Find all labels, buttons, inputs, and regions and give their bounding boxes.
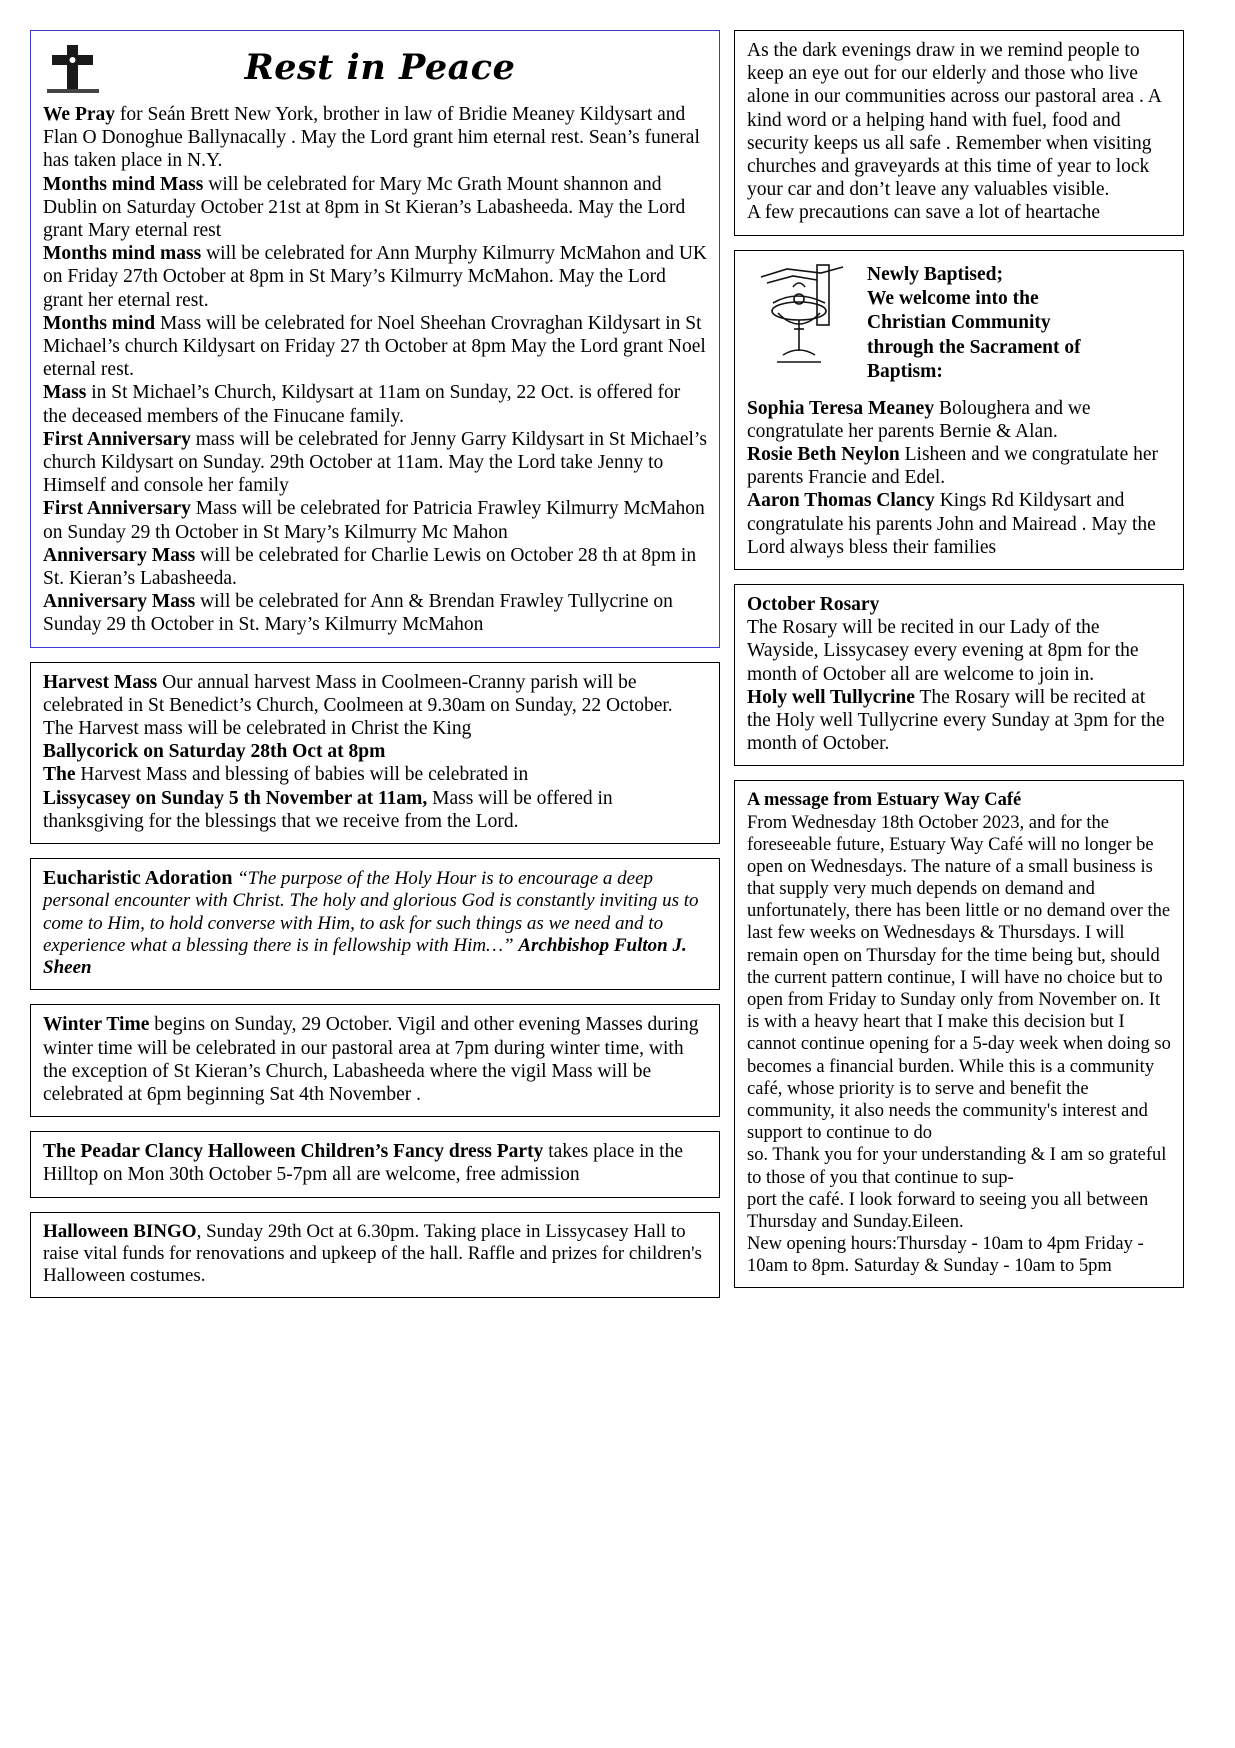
- estuary-paragraph: so. Thank you for your understanding & I am so grateful to those of you that continue to sup-: [747, 1145, 1167, 1188]
- baptised-text: Kings Rd Kildysart and congratulate his parents John and Mairead . May the Lord always bless their families: [747, 490, 1156, 558]
- rip-entry: [43, 312, 707, 382]
- dark-evenings-text-2: A few precautions can save a lot of heartache: [747, 202, 1100, 224]
- rip-entry: [43, 497, 707, 543]
- baptised-name: Aaron Thomas Clancy: [747, 490, 935, 512]
- halloween-party-box: [30, 1131, 720, 1197]
- dark-evenings-text: As the dark evenings draw in we remind people to keep an eye out for our elderly and those who live alone in our communities across our pastoral area . A kind word or a helping hand with fuel, food and security keeps us all safe . Remember when visiting churches and graveyards at this time of year to lock your car and don’t leave any valuables visible.: [747, 40, 1161, 201]
- harvest-line: [43, 671, 707, 741]
- baptised-name: Sophia Teresa Meaney: [747, 397, 935, 419]
- rest-in-peace-header: [43, 39, 707, 97]
- harvest-lead: Ballycorick on Saturday 28th Oct at 8pm: [43, 741, 386, 763]
- estuary-paragraph: From Wednesday 18th October 2023, and for the foreseeable future, Estuary Way Café will no longer be open on Wednesdays. The nature of a small business is that supply very much depends on demand and unfortunately, there has been little or no demand over the last few weeks on Wednesdays & Thursdays. I will remain open on Thursday for the time being but, should the current pattern continue, I will have no choice but to open from Friday to Sunday only from November on. It is with a heavy heart that I make this decision but I cannot continue opening for a 5-day week when doing so becomes a financial burden. While this is a community café, whose priority is to serve and benefit the community, it also needs the community's interest and support to continue to do: [747, 812, 1171, 1144]
- baptism-font-icon: [747, 259, 857, 377]
- halloween-party-lead: The Peadar Clancy Halloween Children’s Fancy dress Party: [43, 1141, 544, 1163]
- dark-evenings-box: [734, 30, 1184, 236]
- baptised-entry: [747, 397, 1171, 443]
- rip-entry: [43, 173, 707, 243]
- winter-time-box: [30, 1004, 720, 1117]
- rip-entry-text: mass will be celebrated for Jenny Garry Kildysart in St Michael’s church Kildysart on Sunday. 29th October at 11am. May the Lord take Jenny to Himself and console her family: [43, 428, 707, 497]
- adoration-quote: “The purpose of the Holy Hour is to encourage a deep personal encounter with Christ. The holy and glorious God is constantly inviting us to come to Him, to hold converse with Him, to ask for such things as we need and to experience what a blessing there is in fellowship with Him…”: [43, 868, 699, 956]
- winter-time-text: begins on Sunday, 29 October. Vigil and other evening Masses during winter time will be celebrated in our pastoral area at 7pm during winter time, with the exception of St Kieran’s Church, Labasheeda where the vigil Mass will be celebrated at 6pm beginning Sat 4th November .: [43, 1014, 699, 1105]
- rip-entry-text: for Seán Brett New York, brother in law of Bridie Meaney Kildysart and Flan O Donoghue Ballynacally . May the Lord grant him eternal rest. Sean’s funeral has taken place in N.Y.: [43, 104, 700, 172]
- rip-entry: [43, 381, 707, 427]
- eucharistic-adoration-box: [30, 858, 720, 990]
- left-column: [30, 30, 720, 1312]
- newly-baptised-box: [734, 250, 1184, 570]
- rosary-text: The Rosary will be recited in our Lady of the Wayside, Lissycasey every evening at 8pm for the month of October all are welcome to join in.: [747, 617, 1139, 685]
- rip-entry-text: in St Michael’s Church, Kildysart at 11am on Sunday, 22 Oct. is offered for the deceased members of the Finucane family.: [43, 382, 681, 427]
- rip-entry-text: will be celebrated for Ann & Brendan Frawley Tullycrine on Sunday 29 th October in St. Mary’s Kilmurry McMahon: [43, 591, 673, 636]
- rip-entry-text: Mass will be celebrated for Noel Sheehan Crovraghan Kildysart in St Michael’s church Kildysart on Friday 27 th October at 8pm May the Lord grant Noel eternal rest.: [43, 312, 706, 381]
- baptised-title-line: Christian Community: [867, 312, 1051, 334]
- cross-icon: [43, 39, 103, 97]
- rip-entry-lead: Months mind Mass: [43, 173, 204, 195]
- harvest-line: [43, 787, 707, 833]
- baptised-title-line: through the Sacrament of: [867, 336, 1081, 358]
- holy-well-text: The Rosary will be recited at the Holy well Tullycrine every Sunday at 3pm for the month of October.: [747, 686, 1165, 755]
- estuary-title: A message from Estuary Way Café: [747, 790, 1022, 811]
- harvest-text: Harvest Mass and blessing of babies will be celebrated in: [75, 764, 529, 786]
- harvest-text: Our annual harvest Mass in Coolmeen-Cranny parish will be celebrated in St Benedict’s Church, Coolmeen at 9.30am on Sunday, 22 October.: [43, 671, 673, 716]
- bingo-text: , Sunday 29th Oct at 6.30pm. Taking place in Lissycasey Hall to raise vital funds for renovations and upkeep of the hall. Raffle and prizes for children's Halloween costumes.: [43, 1220, 702, 1287]
- adoration-attribution: Archbishop Fulton J. Sheen: [43, 934, 687, 979]
- harvest-line: [43, 740, 707, 763]
- harvest-line: [43, 763, 707, 786]
- estuary-way-cafe-box: [734, 780, 1184, 1288]
- baptised-title-line: Baptism:: [867, 361, 943, 383]
- rip-entry-lead: We Pray: [43, 104, 116, 125]
- baptised-entries: [747, 397, 1171, 559]
- halloween-bingo-box: [30, 1212, 720, 1299]
- rip-entry-text: Mass will be celebrated for Patricia Frawley Kilmurry McMahon on Sunday 29 th October in St Mary’s Kilmurry Mc Mahon: [43, 498, 705, 543]
- rip-entry-lead: Mass: [43, 382, 87, 404]
- rosary-title: October Rosary: [747, 593, 880, 615]
- halloween-party-text: takes place in the Hilltop on Mon 30th October 5-7pm all are welcome, free admission: [43, 1141, 684, 1186]
- baptised-title: [867, 259, 1081, 385]
- holy-well-lead: Holy well Tullycrine: [747, 686, 915, 708]
- rip-entry: [43, 544, 707, 590]
- rip-entry-text: will be celebrated for Mary Mc Grath Mount shannon and Dublin on Saturday October 21st at 8pm in St Kieran’s Labasheeda. May the Lord grant Mary eternal rest: [43, 173, 686, 242]
- harvest-text: The Harvest mass will be celebrated in Christ the King: [43, 718, 472, 740]
- rip-entry-lead: First Anniversary: [43, 428, 191, 450]
- harvest-mass-box: [30, 662, 720, 844]
- estuary-paragraph: New opening hours:Thursday - 10am to 4pm Friday - 10am to 8pm. Saturday & Sunday - 10am to 5pm: [747, 1234, 1144, 1277]
- harvest-lead: Harvest Mass: [43, 671, 158, 693]
- rip-entry: [43, 242, 707, 312]
- baptised-name: Rosie Beth Neylon: [747, 443, 900, 465]
- baptised-header: [747, 259, 1171, 385]
- baptised-entry: [747, 443, 1171, 489]
- rest-in-peace-entries: [43, 103, 707, 637]
- rip-entry-lead: First Anniversary: [43, 498, 191, 520]
- rip-entry: [43, 590, 707, 636]
- rip-entry-lead: Anniversary Mass: [43, 591, 196, 613]
- two-column-layout: [30, 30, 1205, 1312]
- rip-entry-lead: Anniversary Mass: [43, 544, 196, 566]
- rip-entry-lead: Months mind mass: [43, 243, 202, 265]
- adoration-title: Eucharistic Adoration: [43, 867, 233, 890]
- rip-entry-lead: Months mind: [43, 312, 156, 334]
- harvest-lead: The: [43, 764, 76, 786]
- baptised-title-line: We welcome into the: [867, 288, 1039, 309]
- baptised-text: Lisheen and we congratulate her parents Francie and Edel.: [747, 443, 1159, 489]
- rip-entry-text: will be celebrated for Charlie Lewis on October 28 th at 8pm in St. Kieran’s Labasheeda.: [43, 544, 697, 590]
- rip-entry: [43, 103, 707, 173]
- rip-entry: [43, 428, 707, 498]
- rest-in-peace-box: [30, 30, 720, 648]
- rip-entry-text: will be celebrated for Ann Murphy Kilmurry McMahon and UK on Friday 27th October at 8pm in St Mary’s Kilmurry McMahon. May the Lord grant her eternal rest.: [43, 243, 708, 311]
- winter-time-lead: Winter Time: [43, 1014, 150, 1036]
- baptised-title-line: Newly Baptised;: [867, 263, 1003, 285]
- bingo-lead: Halloween BINGO: [43, 1220, 197, 1242]
- harvest-lead: Lissycasey on Sunday 5 th November at 11am,: [43, 787, 428, 809]
- october-rosary-box: [734, 584, 1184, 766]
- page-title: Rest in Peace: [244, 47, 516, 89]
- estuary-paragraph: port the café. I look forward to seeing you all between Thursday and Sunday.Eileen.: [747, 1189, 1149, 1232]
- harvest-text: Mass will be offered in thanksgiving for the blessings that we receive from the Lord.: [43, 787, 613, 832]
- right-column: [734, 30, 1184, 1302]
- baptised-text: Boloughera and we congratulate her parents Bernie & Alan.: [747, 397, 1091, 442]
- baptised-entry: [747, 489, 1171, 559]
